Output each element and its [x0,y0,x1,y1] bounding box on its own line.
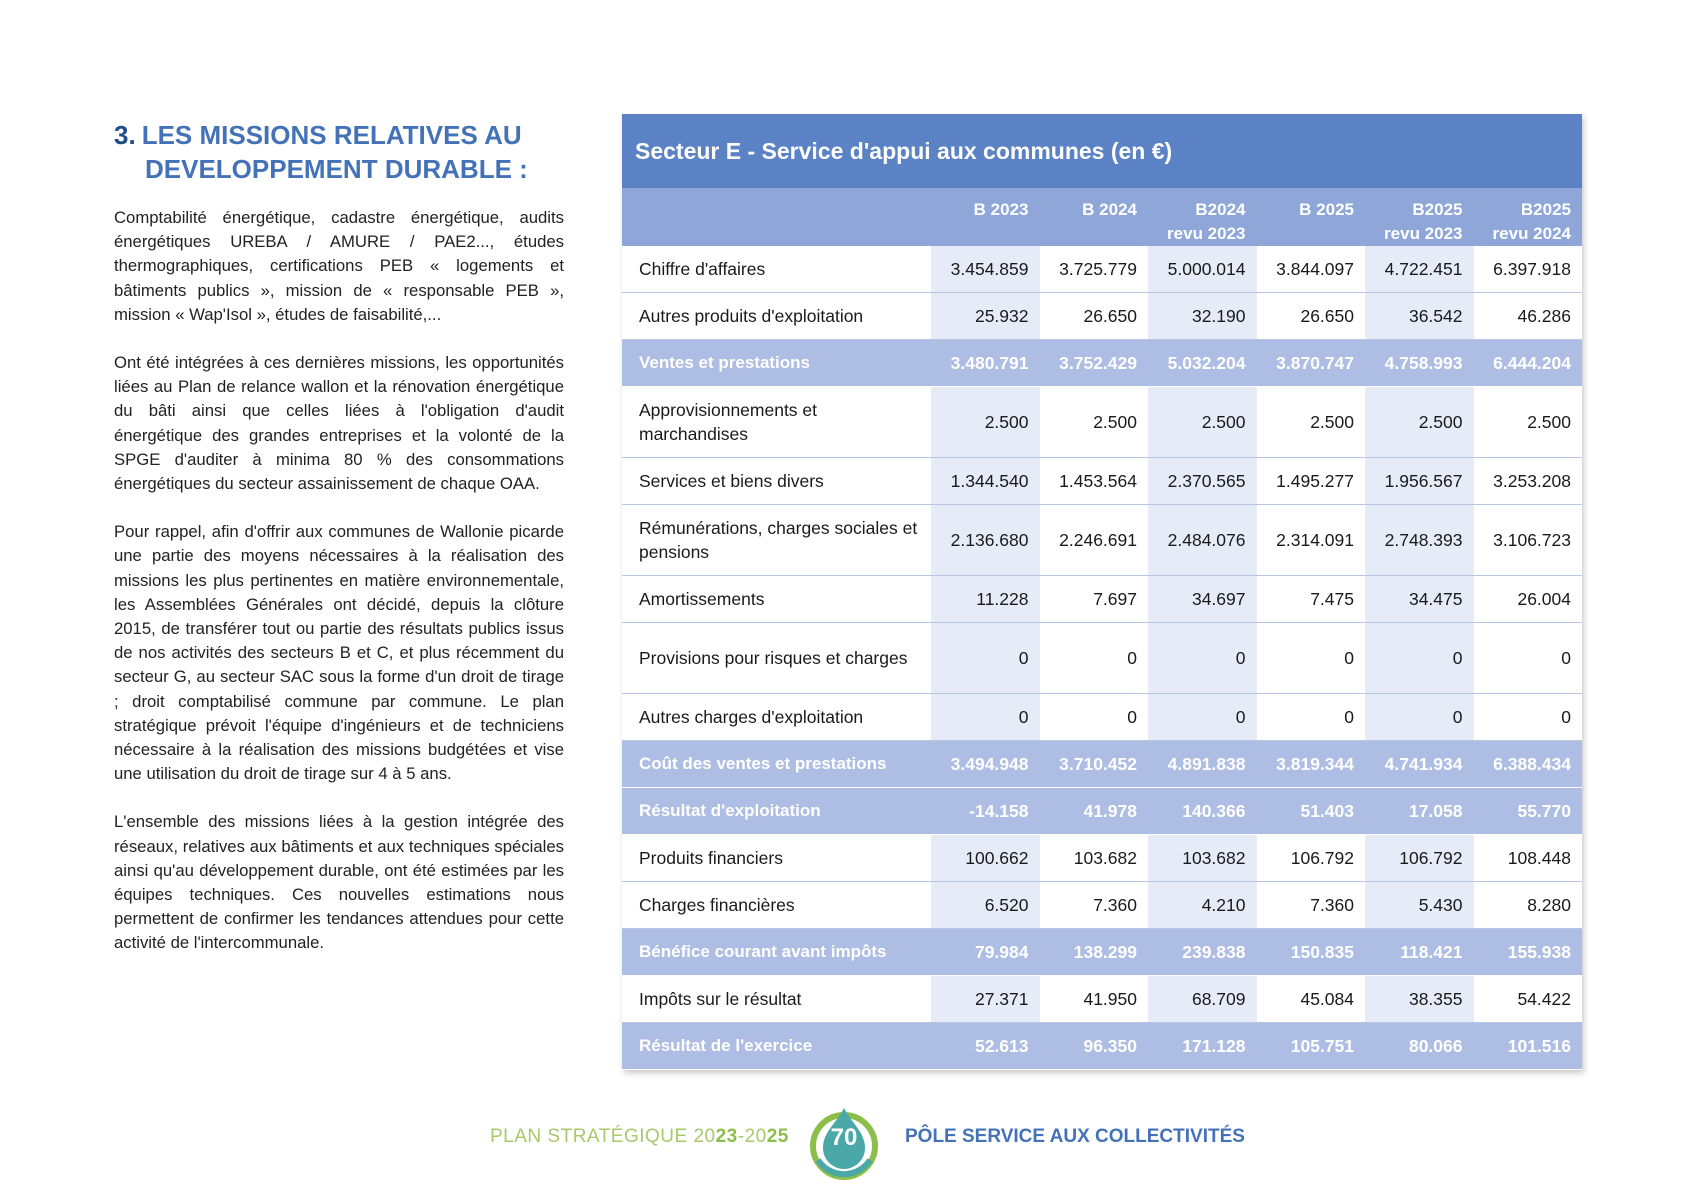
table-subtotal-row [622,340,1582,387]
column-header [1474,188,1583,246]
table-row [622,458,1582,505]
value-cell: 5.430 [1365,882,1474,929]
row-label: Autres charges d'exploitation [622,694,931,741]
row-label: Autres produits d'exploitation [622,293,931,340]
value-cell: 32.190 [1148,293,1257,340]
table-subtotal-row [622,741,1582,788]
value-cell: 1.453.564 [1040,458,1149,505]
value-cell: 0 [1148,694,1257,741]
column-header [1040,188,1149,246]
value-cell: 2.500 [1365,387,1474,458]
footer-year1: 23 [715,1126,738,1147]
row-label: Impôts sur le résultat [622,976,931,1023]
value-cell: 0 [931,623,1040,694]
row-label: Charges financières [622,882,931,929]
paragraph: Comptabilité énergétique, cadastre énergétique, audits énergétiques UREBA / AMURE / PAE2..., études thermographiques, certifications PEB « logements et bâtiments publics », mission de « responsable PEB », mission « Wap'Isol », études de faisabilité,... [114,208,564,324]
value-cell: 140.366 [1148,788,1257,835]
column-header-line2: revu 2023 [1167,224,1246,243]
value-cell: 103.682 [1148,835,1257,882]
column-header-line1: B 2023 [973,200,1029,219]
row-label: Résultat de l'exercice [622,1023,931,1070]
value-cell: 106.792 [1365,835,1474,882]
value-cell: 3.253.208 [1474,458,1583,505]
table-row [622,976,1582,1023]
table-header-row [622,188,1582,246]
value-cell: 0 [1365,623,1474,694]
row-label: Rémunérations, charges sociales et pensions [622,505,931,576]
value-cell: 2.484.076 [1148,505,1257,576]
footer-year2: 25 [766,1126,789,1147]
column-header-line2: revu 2023 [1384,224,1463,243]
column-header [931,188,1040,246]
value-cell: 105.751 [1257,1023,1366,1070]
value-cell: 8.280 [1474,882,1583,929]
row-label: Amortissements [622,576,931,623]
value-cell: 11.228 [931,576,1040,623]
value-cell: 3.106.723 [1474,505,1583,576]
value-cell: 4.741.934 [1365,741,1474,788]
value-cell: 0 [1257,623,1366,694]
paragraph: Ont été intégrées à ces dernières missions, les opportunités liées au Plan de relance wallon et la rénovation énergétique du bâti ainsi que celles liées à l'obligation d'audit énergétique des grandes entreprises et la volonté de la SPGE d'auditer à minima 80 % des consommations énergétiques du secteur assainissement de chaque OAA. [114,353,564,494]
value-cell: 0 [1257,694,1366,741]
value-cell: 7.360 [1040,882,1149,929]
table-subtotal-row [622,1023,1582,1070]
table-row [622,835,1582,882]
row-label: Provisions pour risques et charges [622,623,931,694]
row-label: Chiffre d'affaires [622,246,931,293]
value-cell: 7.475 [1257,576,1366,623]
section-title-line2: DEVELOPPEMENT DURABLE : [145,154,528,184]
row-label: Bénéfice courant avant impôts [622,929,931,976]
value-cell: 2.748.393 [1365,505,1474,576]
header-label-cell [622,188,931,246]
section-title-line1: LES MISSIONS RELATIVES AU [141,120,522,150]
value-cell: 2.500 [1257,387,1366,458]
value-cell: 27.371 [931,976,1040,1023]
value-cell: 3.710.452 [1040,741,1149,788]
value-cell: 80.066 [1365,1023,1474,1070]
column-header [1365,188,1474,246]
value-cell: 150.835 [1257,929,1366,976]
footer-plan-title [490,1126,789,1148]
section-heading [114,118,584,186]
value-cell: 3.725.779 [1040,246,1149,293]
value-cell: 4.722.451 [1365,246,1474,293]
value-cell: 3.454.859 [931,246,1040,293]
value-cell: 0 [1474,623,1583,694]
row-label: Approvisionnements et marchandises [622,387,931,458]
value-cell: 1.344.540 [931,458,1040,505]
column-header-line1: B2025 [1412,200,1463,219]
budget-table-grid [622,188,1582,1070]
value-cell: 1.956.567 [1365,458,1474,505]
row-label: Ventes et prestations [622,340,931,387]
value-cell: 4.758.993 [1365,340,1474,387]
table-row [622,882,1582,929]
table-subtotal-row [622,788,1582,835]
column-header-line1: B2025 [1520,200,1571,219]
value-cell: 0 [1040,694,1149,741]
table-row [622,576,1582,623]
value-cell: 3.494.948 [931,741,1040,788]
value-cell: 100.662 [931,835,1040,882]
footer-plan-prefix: PLAN STRATÉGIQUE 20 [490,1126,716,1147]
value-cell: 51.403 [1257,788,1366,835]
table-subtotal-row [622,929,1582,976]
value-cell: 34.475 [1365,576,1474,623]
value-cell: 3.752.429 [1040,340,1149,387]
value-cell: 45.084 [1257,976,1366,1023]
row-label: Résultat d'exploitation [622,788,931,835]
value-cell: 5.032.204 [1148,340,1257,387]
table-title: Secteur E - Service d'appui aux communes (en €) [622,114,1582,188]
value-cell: 55.770 [1474,788,1583,835]
value-cell: 41.978 [1040,788,1149,835]
value-cell: 0 [1040,623,1149,694]
value-cell: 3.870.747 [1257,340,1366,387]
footer-pole-name: PÔLE SERVICE AUX COLLECTIVITÉS [905,1126,1245,1147]
value-cell: 2.314.091 [1257,505,1366,576]
value-cell: 0 [1474,694,1583,741]
value-cell: 4.210 [1148,882,1257,929]
value-cell: 0 [1365,694,1474,741]
value-cell: 0 [1148,623,1257,694]
value-cell: 6.388.434 [1474,741,1583,788]
value-cell: 54.422 [1474,976,1583,1023]
column-header [1257,188,1366,246]
page-number-badge [806,1102,882,1182]
value-cell: 26.650 [1257,293,1366,340]
column-header-line1: B 2024 [1082,200,1137,219]
value-cell: 96.350 [1040,1023,1149,1070]
budget-table [622,114,1582,1070]
table-row [622,623,1582,694]
value-cell: 2.500 [931,387,1040,458]
table-row [622,293,1582,340]
table-row [622,246,1582,293]
value-cell: 38.355 [1365,976,1474,1023]
value-cell: 239.838 [1148,929,1257,976]
value-cell: 2.370.565 [1148,458,1257,505]
value-cell: -14.158 [931,788,1040,835]
footer-plan-mid: -20 [737,1126,767,1147]
value-cell: 46.286 [1474,293,1583,340]
table-row [622,505,1582,576]
value-cell: 3.844.097 [1257,246,1366,293]
page-number: 70 [830,1124,858,1151]
value-cell: 6.444.204 [1474,340,1583,387]
value-cell: 68.709 [1148,976,1257,1023]
section-number: 3. [114,120,136,150]
value-cell: 101.516 [1474,1023,1583,1070]
value-cell: 41.950 [1040,976,1149,1023]
value-cell: 171.128 [1148,1023,1257,1070]
row-label: Coût des ventes et prestations [622,741,931,788]
paragraph: Pour rappel, afin d'offrir aux communes de Wallonie picarde une partie des moyens nécessaires à la réalisation des missions les plus pertinentes en matière environnementale, les Assemblées Générales ont décidé, depuis la clôture 2015, de transférer tout ou partie des résultats publics issus de nos activités des secteurs B et C, et plus récemment du secteur G, au secteur SAC sous la forme d'un droit de tirage ; droit comptabilisé commune par commune. Le plan stratégique prévoit l'équipe d'ingénieurs et de techniciens nécessaire à la réalisation des missions budgétées et vise une utilisation du droit de tirage sur 4 à 5 ans. [114,522,564,784]
paragraph: L'ensemble des missions liées à la gestion intégrée des réseaux, relatives aux bâtiments et aux techniques spéciales ainsi qu'au développement durable, ont été estimées par les équipes techniques. Ces nouvelles estimations nous permettent de confirmer les tendances attendues pour cette activité de l'intercommunale. [114,812,564,953]
column-header-line1: B 2025 [1299,200,1354,219]
value-cell: 103.682 [1040,835,1149,882]
table-row [622,694,1582,741]
value-cell: 36.542 [1365,293,1474,340]
page-footer [0,1102,1684,1182]
value-cell: 108.448 [1474,835,1583,882]
value-cell: 26.650 [1040,293,1149,340]
value-cell: 25.932 [931,293,1040,340]
column-header-line1: B2024 [1195,200,1246,219]
value-cell: 0 [931,694,1040,741]
value-cell: 3.819.344 [1257,741,1366,788]
row-label: Services et biens divers [622,458,931,505]
table-row [622,387,1582,458]
column-header-line2: revu 2024 [1492,224,1571,243]
text-column [114,206,564,980]
value-cell: 6.520 [931,882,1040,929]
value-cell: 2.500 [1148,387,1257,458]
value-cell: 7.360 [1257,882,1366,929]
value-cell: 6.397.918 [1474,246,1583,293]
value-cell: 5.000.014 [1148,246,1257,293]
value-cell: 34.697 [1148,576,1257,623]
value-cell: 7.697 [1040,576,1149,623]
value-cell: 2.246.691 [1040,505,1149,576]
value-cell: 1.495.277 [1257,458,1366,505]
value-cell: 26.004 [1474,576,1583,623]
value-cell: 52.613 [931,1023,1040,1070]
value-cell: 79.984 [931,929,1040,976]
value-cell: 155.938 [1474,929,1583,976]
value-cell: 138.299 [1040,929,1149,976]
table-body [622,246,1582,1070]
value-cell: 2.136.680 [931,505,1040,576]
value-cell: 2.500 [1474,387,1583,458]
value-cell: 3.480.791 [931,340,1040,387]
column-header [1148,188,1257,246]
row-label: Produits financiers [622,835,931,882]
value-cell: 17.058 [1365,788,1474,835]
value-cell: 4.891.838 [1148,741,1257,788]
value-cell: 106.792 [1257,835,1366,882]
value-cell: 2.500 [1040,387,1149,458]
value-cell: 118.421 [1365,929,1474,976]
